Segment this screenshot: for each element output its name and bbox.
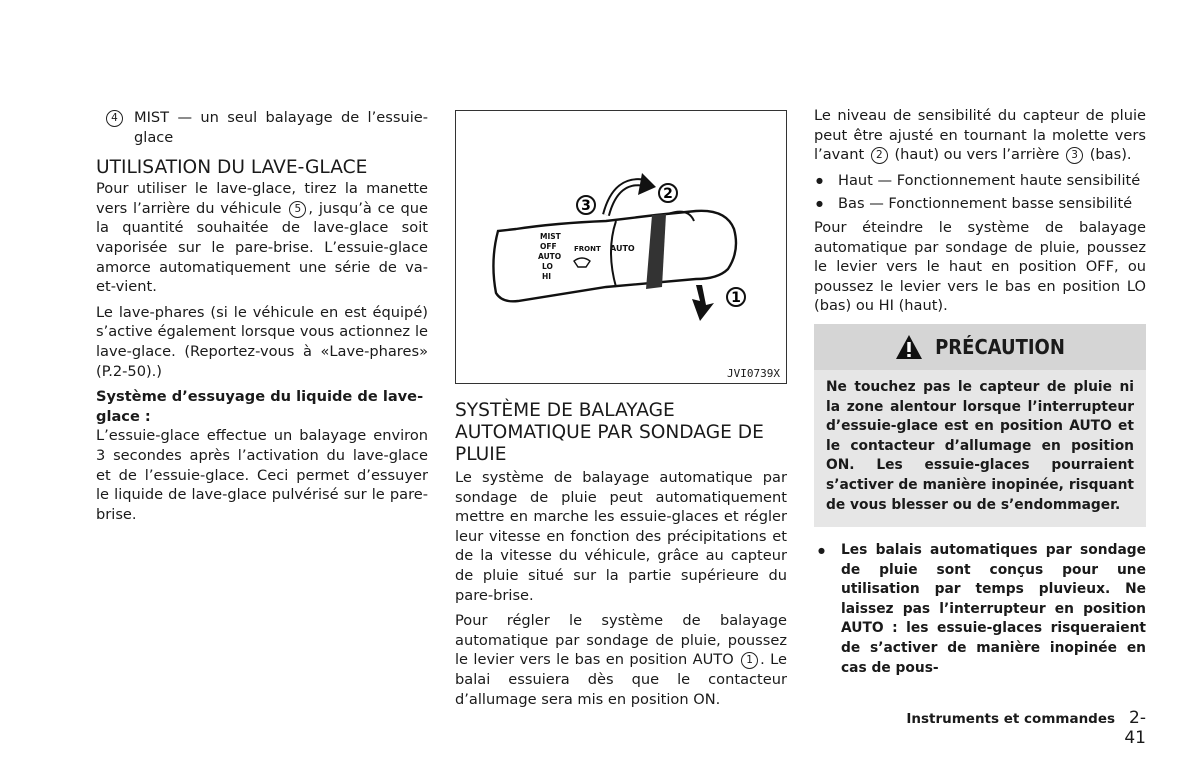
bullet-low: ● Bas — Fonctionnement basse sensibilité: [814, 194, 1146, 214]
subheading-essuyage: Système d’essuyage du liquide de lave-glace :: [96, 388, 424, 425]
paragraph-lave-phares: Le lave-phares (si le véhicule en est équipé) s’active également lorsque vous actionnez le lave-glace. (Reportez-vous à «Lave-phares» (P.2-50).): [96, 303, 428, 380]
footer-section-title: Instruments et commandes: [906, 711, 1116, 727]
callout-number: 2: [871, 147, 888, 164]
front-label: FRONT: [574, 245, 601, 253]
caution-box: [814, 324, 1146, 527]
callout-3: 3: [581, 198, 591, 214]
text-run: Pour utiliser le lave-glace, tirez la manette vers l’arrière du véhicule: [96, 180, 428, 217]
paragraph-sensitivity: [814, 106, 1146, 165]
text-run: Pour régler le système de balayage automatique par sondage de pluie, poussez le levier vers le bas en position AUTO: [455, 612, 787, 669]
page-number: 2-41: [1124, 708, 1146, 748]
paragraph-auto-setting: [455, 611, 787, 709]
text-run: (bas).: [1089, 146, 1132, 164]
page-footer: [900, 708, 1146, 748]
column-left: [96, 106, 428, 530]
wiper-stalk-figure: [455, 110, 787, 384]
text-run: , jusqu’à ce que la quantité souhaitée de lave-glace soit vaporisée sur le pare-brise. L’essuie-glace amorce automatiquement une série de va-et-vient.: [96, 199, 429, 296]
paragraph-lave-glace-usage: [96, 179, 428, 297]
paragraph-turn-off: Pour éteindre le système de balayage automatique par sondage de pluie, poussez le levier vers le haut en position OFF, ou poussez le levier vers le bas en position LO (bas) ou HI (haut).: [814, 218, 1146, 315]
caution-body: [814, 370, 1146, 527]
bullet-auto-warning-text: ● Les balais automatiques par sondage de pluie sont conçus pour une utilisation par temps pluvieux. Ne laissez pas l’interrupteur en position AUTO : les essuie-glaces risqueraient de s’activer de manière inopinée en cas de pous-: [841, 542, 1146, 676]
wiper-stalk-illustration: [456, 111, 788, 385]
stalk-label-mist: MIST: [540, 232, 561, 241]
stalk-label-hi: HI: [542, 272, 552, 281]
callout-number: 3: [1066, 147, 1083, 164]
figure-id: JVI0739X: [727, 367, 780, 380]
callout-2: 2: [663, 186, 673, 202]
bullet-auto-warning: [814, 541, 1146, 678]
column-middle: [455, 106, 787, 715]
paragraph-essuyage: L’essuie-glace effectue un balayage environ 3 secondes après l’activation du lave-glace et de l’essuie-glace. Ceci permet d’essuyer le liquide de lave-glace pulvérisé sur le pare-brise.: [96, 427, 428, 523]
caution-title: PRÉCAUTION: [935, 334, 1065, 359]
callout-number: 1: [741, 652, 758, 669]
mist-item: [96, 108, 428, 147]
stalk-label-auto: AUTO: [538, 252, 562, 261]
caution-header: [814, 324, 1146, 370]
section-heading-lave-glace: UTILISATION DU LAVE-GLACE: [96, 157, 368, 179]
stalk-label-lo: LO: [542, 262, 553, 271]
down-arrow: [692, 285, 714, 321]
section-heading-rain-sensing: SYSTÈME DE BALAYAGE AUTOMATIQUE PAR SONDAGE DE PLUIE: [455, 400, 764, 465]
rotation-arrowhead: [638, 173, 656, 195]
column-right: [814, 106, 1146, 678]
bullet-high: ● Haut — Fonctionnement haute sensibilité: [814, 171, 1146, 191]
paragraph-rain-sensing: Le système de balayage automatique par sondage de pluie peut automatiquement mettre en marche les essuie-glaces et régler leur vitesse en fonction des précipitations et de la vitesse du véhicule, grâce au capteur de pluie situé sur la partie supérieure du pare-brise.: [455, 469, 787, 604]
text-run: Le niveau de sensibilité du capteur de pluie peut être ajusté en tournant la molette vers l’avant: [814, 107, 1146, 164]
text-run: . Le balai essuiera dès que le contacteur d’allumage sera mis en position ON.: [455, 651, 788, 708]
callout-number: 5: [289, 201, 306, 218]
stalk-label-off: OFF: [540, 242, 557, 251]
callout-number: 4: [106, 110, 123, 127]
auto-label: AUTO: [610, 244, 635, 253]
mist-item-text: MIST — un seul balayage de l’essuie-glace: [134, 109, 428, 146]
caution-text: Ne touchez pas le capteur de pluie ni la zone alentour lorsque l’interrupteur d’essuie-glace est en position AUTO et le contacteur d’allumage en position ON. Les essuie-glaces pourraient s’activer de manière inopinée, risquant de vous blesser ou de s’endommager.: [826, 378, 1134, 513]
callout-1: 1: [731, 290, 741, 306]
warning-triangle-icon: [895, 334, 923, 360]
text-run: (haut) ou vers l’arrière: [894, 146, 1060, 164]
